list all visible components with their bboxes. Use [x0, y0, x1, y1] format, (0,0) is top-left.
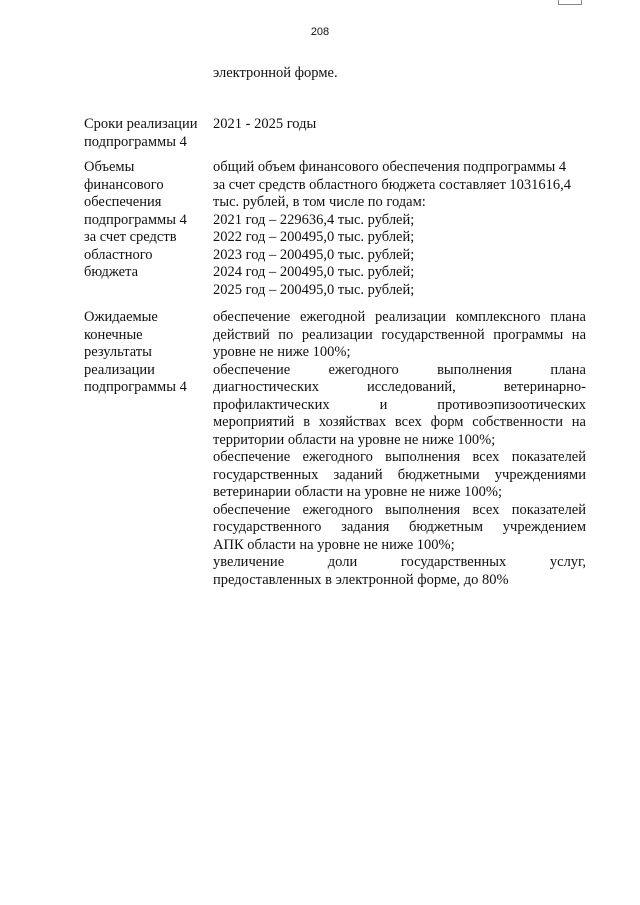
value-line: обеспечение ежегодного выполнения всех показателей [213, 449, 586, 465]
label-line: Сроки реализации [84, 116, 198, 132]
row-value [213, 159, 586, 299]
value-line: территории области на уровне не ниже 100%; [213, 431, 496, 448]
value-line: тыс. рублей, в том числе по годам: [213, 194, 426, 210]
value-line: увеличение доли государственных услуг, [213, 554, 586, 570]
label-line: подпрограммы 4 [84, 379, 187, 395]
value-line: 2022 год – 200495,0 тыс. рублей; [213, 229, 415, 245]
value-line: 2025 год – 200495,0 тыс. рублей; [213, 281, 415, 298]
value-line: 2021 год – 229636,4 тыс. рублей; [213, 211, 415, 228]
label-line: областного [84, 246, 153, 263]
label-line: конечные [84, 326, 143, 343]
value-line: уровне не ниже 100%; [213, 344, 351, 360]
value-line: профилактических и противоэпизоотических [213, 396, 586, 413]
value-line: обеспечение ежегодного выполнения плана [213, 361, 586, 378]
row-value [213, 309, 586, 589]
label-line: Объемы [84, 159, 135, 175]
value-line: мероприятий в хозяйствах всех форм собственности на [213, 414, 586, 430]
value-line: обеспечение ежегодного выполнения всех показателей [213, 501, 586, 518]
value-line: диагностических исследований, ветеринарно- [213, 379, 586, 395]
value-line: АПК области на уровне не ниже 100%; [213, 536, 455, 553]
row-label [84, 309, 206, 397]
value-line: государственных заданий бюджетными учреждениями [213, 466, 586, 483]
label-line: Ожидаемые [84, 309, 158, 325]
value-line: обеспечение ежегодной реализации комплексного плана [213, 309, 586, 325]
value-line: предоставленных в электронной форме, до 80% [213, 571, 509, 588]
label-line: результаты [84, 344, 152, 360]
label-line: за счет средств [84, 229, 177, 245]
label-line: реализации [84, 361, 155, 378]
value-line: государственного задания бюджетным учреждением [213, 519, 586, 535]
label-line: обеспечения [84, 194, 162, 210]
label-line: финансового [84, 176, 164, 193]
continuation-text: электронной форме. [213, 65, 338, 81]
row-label [84, 116, 206, 151]
value-line: за счет средств областного бюджета составляет 1031616,4 [213, 176, 572, 193]
label-line: подпрограммы 4 [84, 133, 187, 150]
value-line: общий объем финансового обеспечения подпрограммы 4 [213, 159, 567, 175]
row-label [84, 159, 206, 282]
value-line: 2021 - 2025 годы [213, 116, 317, 132]
value-line: ветеринарии области на уровне не ниже 100%; [213, 484, 502, 500]
row-value [213, 116, 586, 134]
label-line: подпрограммы 4 [84, 211, 187, 228]
value-line: 2024 год – 200495,0 тыс. рублей; [213, 264, 415, 280]
page-number: 208 [310, 26, 330, 38]
label-line: бюджета [84, 264, 139, 280]
value-line: 2023 год – 200495,0 тыс. рублей; [213, 246, 415, 263]
corner-mark [558, 0, 582, 5]
value-line: действий по реализации государственной программы на [213, 326, 586, 343]
